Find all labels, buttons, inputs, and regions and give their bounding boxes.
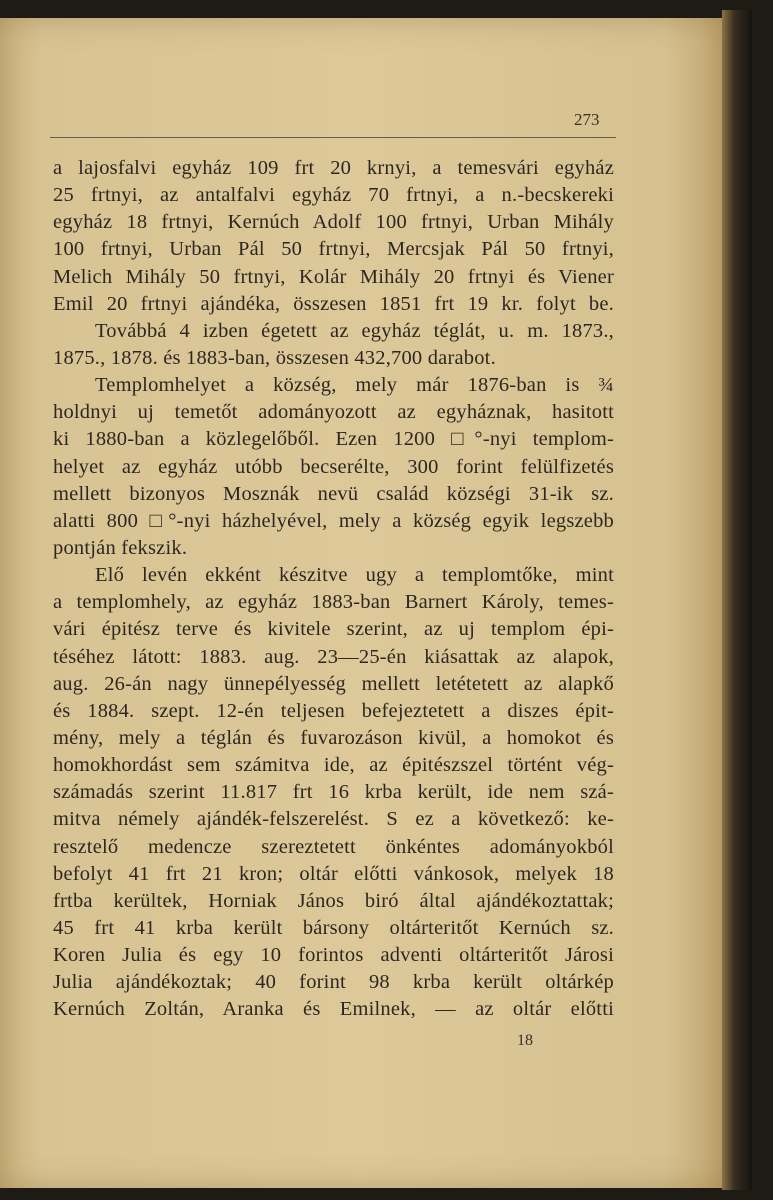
text-line: vári épitész terve és kivitele szerint, az uj templom épi-	[53, 618, 614, 641]
text-line: mény, mely a téglán és fuvarozáson kivül, a homokot és	[53, 726, 614, 749]
text-line: a templomhely, az egyház 1883-ban Barnert Károly, temes-	[53, 591, 614, 614]
text-line: téséhez látott: 1883. aug. 23—25-én kiásattak az alapok,	[53, 645, 614, 668]
text-line: befolyt 41 frt 21 kron; oltár előtti vánkosok, melyek 18	[53, 862, 614, 885]
signature-mark: 18	[517, 1032, 533, 1049]
text-line: Julia ajándékoztak; 40 forint 98 krba került oltárkép	[53, 971, 614, 994]
text-line: mitva némely ajándék-felszerelést. S ez a következő: ke-	[53, 808, 614, 831]
page-number: 273	[574, 110, 600, 129]
text-line: pontján fekszik.	[53, 536, 188, 559]
text-line: Templomhelyet a község, mely már 1876-ban is ¾	[95, 374, 614, 397]
book-edge	[722, 10, 752, 1190]
text-line: a lajosfalvi egyház 109 frt 20 krnyi, a temesvári egyház	[53, 157, 614, 179]
text-line: 100 frtnyi, Urban Pál 50 frtnyi, Mercsjak Pál 50 frtnyi,	[53, 238, 614, 261]
text-line: 1875., 1878. és 1883-ban, összesen 432,700 darabot.	[53, 346, 496, 369]
text-line: 45 frt 41 krba került bársony oltárteritőt Kernúch sz.	[53, 916, 614, 939]
text-line: Koren Julia és egy 10 forintos adventi oltárteritőt Járosi	[53, 944, 614, 967]
text-line: Melich Mihály 50 frtnyi, Kolár Mihály 20 frtnyi és Viener	[53, 265, 614, 288]
text-line: holdnyi uj temetőt adományozott az egyháznak, hasitott	[53, 401, 614, 424]
text-line: Elő levén ekként készitve ugy a templomtőke, mint	[95, 564, 614, 587]
page-body-text	[53, 155, 614, 1024]
text-line: homokhordást sem számitva ide, az épitészszel történt vég-	[53, 754, 614, 777]
text-line: ki 1880-ban a közlegelőből. Ezen 1200 □°-nyi templom-	[53, 428, 614, 451]
text-line: resztelő medencze szereztetett önkéntes adományokból	[53, 835, 614, 858]
text-line: egyház 18 frtnyi, Kernúch Adolf 100 frtnyi, Urban Mihály	[53, 211, 614, 234]
text-line: frtba kerültek, Horniak János biró által ajándékoztattak;	[53, 889, 614, 912]
text-line: Kernúch Zoltán, Aranka és Emilnek, — az oltár előtti	[53, 998, 614, 1021]
text-line: és 1884. szept. 12-én teljesen befejeztetett a diszes épit-	[53, 699, 614, 722]
text-line: mellett bizonyos Mosznák nevü család községi 31-ik sz.	[53, 482, 614, 505]
text-line: Továbbá 4 izben égetett az egyház téglát, u. m. 1873.,	[95, 319, 614, 342]
text-line: helyet az egyház utóbb becserélte, 300 forint felülfizetés	[53, 455, 614, 478]
header-rule	[50, 137, 616, 138]
text-line: Emil 20 frtnyi ajándéka, összesen 1851 frt 19 kr. folyt be.	[53, 292, 614, 315]
text-line: 25 frtnyi, az antalfalvi egyház 70 frtnyi, a n.-becskereki	[53, 184, 614, 207]
text-line: alatti 800 □°-nyi házhelyével, mely a község egyik legszebb	[53, 509, 614, 532]
text-line: számadás szerint 11.817 frt 16 krba került, ide nem szá-	[53, 781, 614, 804]
text-line: aug. 26-án nagy ünnepélyesség mellett letétetett az alapkő	[53, 672, 614, 695]
